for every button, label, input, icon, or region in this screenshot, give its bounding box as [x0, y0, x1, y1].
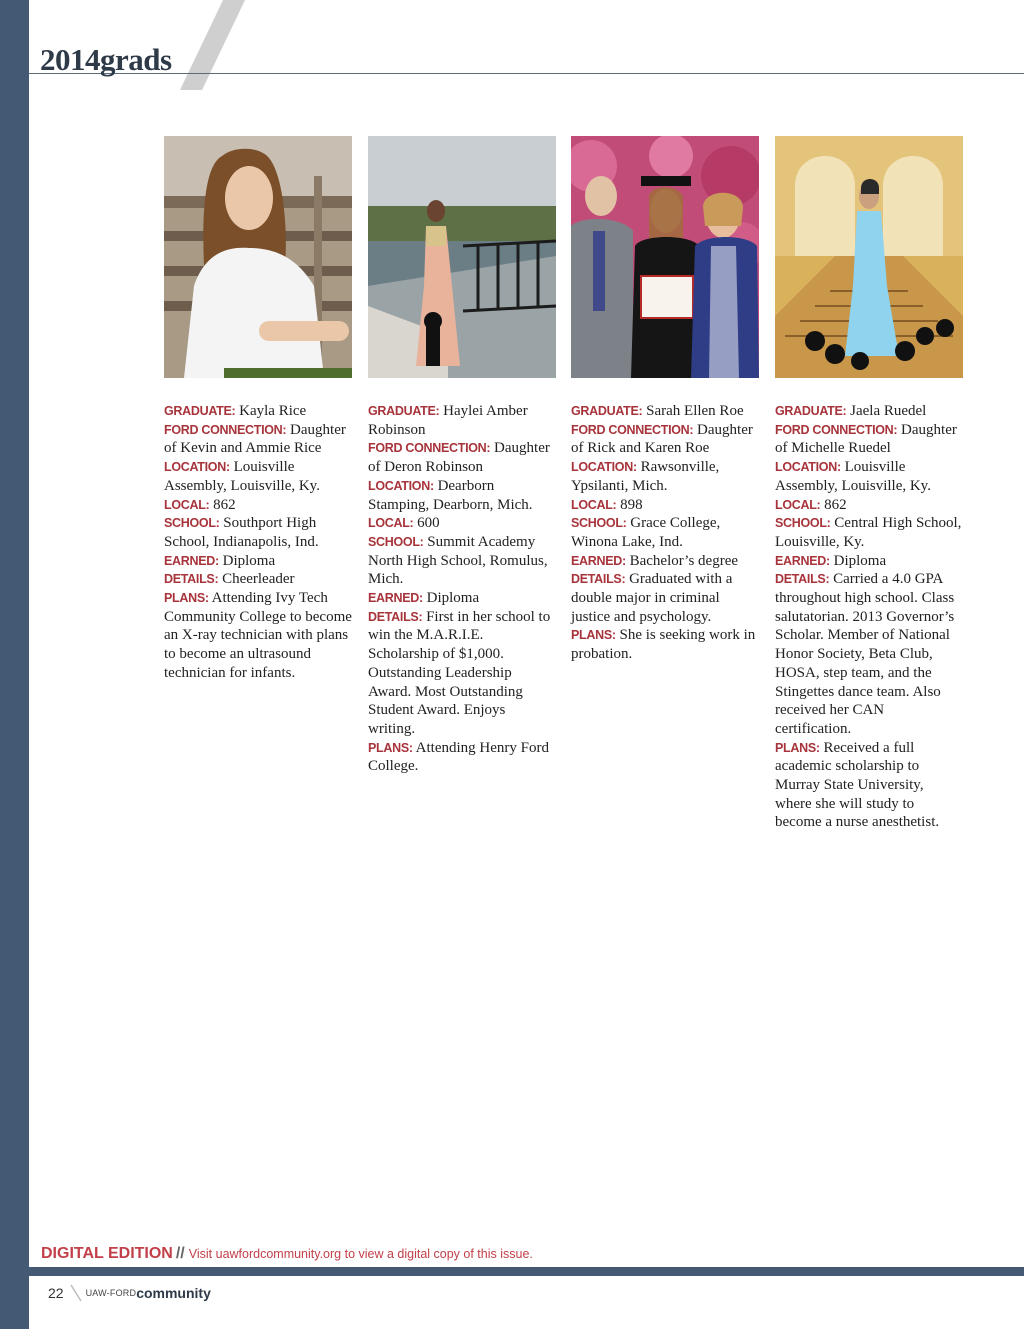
- graduate-label: GRADUATE:: [368, 404, 440, 418]
- digital-edition-separator: //: [175, 1245, 185, 1262]
- plans-label: PLANS:: [164, 591, 209, 606]
- details-label: DETAILS:: [571, 572, 626, 587]
- header-rule: [29, 73, 1024, 74]
- graduate-name: Haylei Amber Robinson: [368, 403, 528, 438]
- photo-kayla-rice: [164, 136, 352, 378]
- earned-label: EARNED:: [571, 553, 626, 568]
- grad-card-4: [775, 136, 963, 832]
- location-value: Dearborn Stamping, Dearborn, Mich.: [368, 477, 533, 513]
- local-label: LOCAL:: [368, 516, 414, 531]
- location-value: Rawsonville, Ypsilanti, Mich.: [571, 459, 720, 494]
- page-footer: [48, 1284, 211, 1302]
- local-label: LOCAL:: [775, 497, 821, 512]
- location-label: LOCATION:: [775, 460, 841, 475]
- details-label: DETAILS:: [164, 572, 219, 587]
- graduate-name: Sarah Ellen Roe: [646, 403, 744, 419]
- plans-value: Attending Henry Ford College.: [368, 739, 549, 775]
- graduate-name: Jaela Ruedel: [850, 403, 927, 419]
- earned-value: Diploma: [426, 590, 480, 607]
- earned-value: Diploma: [222, 552, 276, 569]
- grad-card-1: [164, 136, 352, 683]
- details-label: DETAILS:: [368, 609, 423, 624]
- school-value: Summit Academy North High School, Romulus, Mich.: [368, 533, 548, 588]
- ford-connection-value: Daughter of Deron Robinson: [368, 440, 550, 476]
- location-label: LOCATION:: [164, 460, 230, 475]
- school-value: Grace College, Winona Lake, Ind.: [571, 515, 721, 550]
- left-navy-bar: [0, 0, 29, 1329]
- title-year: 2014: [40, 42, 100, 77]
- grad-card-3: [571, 136, 759, 664]
- grad-card-2: [368, 136, 556, 776]
- earned-value: Diploma: [833, 552, 887, 569]
- ford-connection-value: Daughter of Rick and Karen Roe: [571, 421, 753, 457]
- photo-sarah-roe: [571, 136, 759, 378]
- ford-connection-value: Daughter of Kevin and Ammie Rice: [164, 421, 346, 457]
- plans-label: PLANS:: [775, 740, 820, 755]
- details-value: Graduated with a double major in criminal justice and psychology.: [571, 571, 733, 625]
- footer-navy-bar: [29, 1267, 1024, 1276]
- school-label: SCHOOL:: [775, 516, 831, 531]
- graduate-label: GRADUATE:: [775, 404, 847, 418]
- photo-jaela-ruedel: [775, 136, 963, 378]
- plans-value: Attending Ivy Tech Community College to become an X-ray technician with plans to become an ultrasound technician for infants.: [164, 590, 352, 681]
- school-value: Central High School, Louisville, Ky.: [775, 515, 962, 550]
- grad-info-2: [368, 402, 556, 776]
- school-label: SCHOOL:: [368, 534, 424, 549]
- location-label: LOCATION:: [571, 460, 637, 475]
- earned-label: EARNED:: [164, 553, 219, 568]
- earned-label: EARNED:: [368, 591, 423, 606]
- plans-label: PLANS:: [368, 740, 413, 755]
- grad-info-4: [775, 402, 963, 832]
- ford-connection-label: FORD CONNECTION:: [164, 422, 287, 437]
- ford-connection-value: Daughter of Michelle Ruedel: [775, 421, 957, 457]
- details-value: First in her school to win the M.A.R.I.E. Scholarship of $1,000. Outstanding Leadership Award. Most Outstanding Student Award. Enjoys writing.: [368, 608, 551, 737]
- ford-connection-label: FORD CONNECTION:: [775, 422, 898, 437]
- school-label: SCHOOL:: [571, 516, 627, 531]
- digital-edition-link-text[interactable]: Visit uawfordcommunity.org to view a digital copy of this issue.: [188, 1247, 533, 1261]
- plans-value: She is seeking work in probation.: [571, 627, 756, 663]
- local-value: 862: [213, 496, 236, 513]
- local-value: 898: [620, 496, 643, 513]
- graduate-label: GRADUATE:: [571, 404, 643, 418]
- plans-value: Received a full academic scholarship to Murray State University, where she will study to become a nurse anesthetist.: [775, 739, 940, 831]
- details-label: DETAILS:: [775, 572, 830, 587]
- local-value: 862: [824, 496, 847, 513]
- title-word: grads: [100, 42, 172, 77]
- details-value: Carried a 4.0 GPA throughout high school. Class salutatorian. 2013 Governor’s Scholar. Member of National Honor Society, Beta Club, HOSA, step team, and the Stingettes dance team. Also received her CAN certification.: [775, 571, 955, 737]
- grad-info-3: [571, 402, 759, 664]
- footer-slash-icon: [69, 1284, 83, 1302]
- school-label: SCHOOL:: [164, 516, 220, 531]
- earned-value: Bachelor’s degree: [629, 552, 739, 569]
- local-value: 600: [417, 515, 440, 532]
- graduate-label: GRADUATE:: [164, 404, 236, 418]
- school-value: Southport High School, Indianapolis, Ind.: [164, 515, 319, 550]
- photo-haylei-robinson: [368, 136, 556, 378]
- location-value: Louisville Assembly, Louisville, Ky.: [775, 459, 931, 494]
- digital-edition-note: [41, 1245, 533, 1263]
- digital-edition-label: DIGITAL EDITION: [41, 1245, 173, 1262]
- local-label: LOCAL:: [164, 497, 210, 512]
- location-label: LOCATION:: [368, 478, 434, 493]
- plans-label: PLANS:: [571, 628, 616, 643]
- local-label: LOCAL:: [571, 497, 617, 512]
- details-value: Cheerleader: [222, 571, 295, 588]
- graduate-name: Kayla Rice: [239, 403, 307, 419]
- location-value: Louisville Assembly, Louisville, Ky.: [164, 459, 320, 494]
- ford-connection-label: FORD CONNECTION:: [368, 441, 491, 456]
- ford-connection-label: FORD CONNECTION:: [571, 422, 694, 437]
- brand-uaw-ford: UAW-FORD: [85, 1288, 137, 1298]
- brand-community: community: [136, 1285, 211, 1301]
- header-slash-graphic: [180, 0, 246, 90]
- grad-info-1: [164, 402, 352, 683]
- page-title: [40, 44, 172, 75]
- page-number: 22: [48, 1285, 64, 1301]
- earned-label: EARNED:: [775, 553, 830, 568]
